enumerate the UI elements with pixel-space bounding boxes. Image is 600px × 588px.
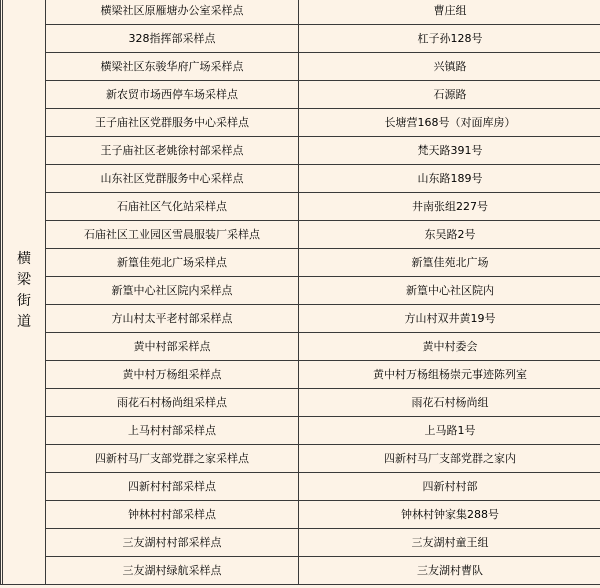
table-row — [1, 81, 600, 109]
sampling-site-cell: 横梁社区原雁塘办公室采样点 — [46, 0, 299, 25]
sampling-site-cell: 新篁中心社区院内采样点 — [46, 277, 299, 305]
table-row — [1, 137, 600, 165]
sampling-site-cell: 上马村村部采样点 — [46, 417, 299, 445]
address-cell: 杠子孙128号 — [299, 25, 600, 53]
sampling-site-cell: 山东社区党群服务中心采样点 — [46, 165, 299, 193]
sampling-site-cell: 新篁佳苑北广场采样点 — [46, 249, 299, 277]
table-row — [1, 109, 600, 137]
sampling-site-cell: 黄中村部采样点 — [46, 333, 299, 361]
table-row — [1, 445, 600, 473]
address-cell: 东吴路2号 — [299, 221, 600, 249]
sampling-site-cell: 王子庙社区党群服务中心采样点 — [46, 109, 299, 137]
sampling-site-cell: 新农贸市场西停车场采样点 — [46, 81, 299, 109]
table-row — [1, 25, 600, 53]
sampling-site-cell: 三友湖村村部采样点 — [46, 529, 299, 557]
sampling-site-cell: 王子庙社区老姚徐村部采样点 — [46, 137, 299, 165]
table-row — [1, 53, 600, 81]
table-row — [1, 0, 600, 25]
address-cell: 三友湖村童王组 — [299, 529, 600, 557]
address-cell: 梵天路391号 — [299, 137, 600, 165]
table-row — [1, 473, 600, 501]
table-row — [1, 193, 600, 221]
address-cell: 上马路1号 — [299, 417, 600, 445]
sampling-site-cell: 钟林村村部采样点 — [46, 501, 299, 529]
table-row — [1, 557, 600, 585]
street-name: 横梁街道 — [17, 250, 31, 330]
address-cell: 山东路189号 — [299, 165, 600, 193]
address-cell: 三友湖村曹队 — [299, 557, 600, 585]
address-cell: 黄中村委会 — [299, 333, 600, 361]
table-row — [1, 249, 600, 277]
address-cell: 雨花石村杨尚组 — [299, 389, 600, 417]
address-cell: 四新村马厂支部党群之家内 — [299, 445, 600, 473]
sampling-site-cell: 三友湖村绿航采样点 — [46, 557, 299, 585]
address-cell: 方山村双井黄19号 — [299, 305, 600, 333]
address-cell: 曹庄组 — [299, 0, 600, 25]
address-cell: 长塘营168号（对面库房） — [299, 109, 600, 137]
address-cell: 黄中村万杨组杨崇元事迹陈列室 — [299, 361, 600, 389]
address-cell: 兴镇路 — [299, 53, 600, 81]
address-cell: 新篁中心社区院内 — [299, 277, 600, 305]
address-cell: 井南张组227号 — [299, 193, 600, 221]
sampling-site-cell: 四新村村部采样点 — [46, 473, 299, 501]
table-row — [1, 361, 600, 389]
sampling-site-cell: 328指挥部采样点 — [46, 25, 299, 53]
table-row — [1, 389, 600, 417]
sampling-site-cell: 雨花石村杨尚组采样点 — [46, 389, 299, 417]
sampling-site-cell: 石庙社区气化站采样点 — [46, 193, 299, 221]
table-body — [1, 0, 600, 585]
table-row — [1, 333, 600, 361]
table-row — [1, 305, 600, 333]
table-row — [1, 277, 600, 305]
sampling-site-cell: 方山村太平老村部采样点 — [46, 305, 299, 333]
address-cell: 钟林村钟家集288号 — [299, 501, 600, 529]
sampling-site-cell: 石庙社区工业园区雪晨服装厂采样点 — [46, 221, 299, 249]
table-row — [1, 165, 600, 193]
address-cell: 新篁佳苑北广场 — [299, 249, 600, 277]
street-cell — [3, 0, 46, 585]
table-row — [1, 529, 600, 557]
sampling-site-cell: 横梁社区东骏华府广场采样点 — [46, 53, 299, 81]
table-row — [1, 221, 600, 249]
table-row — [1, 417, 600, 445]
sampling-site-cell: 四新村马厂支部党群之家采样点 — [46, 445, 299, 473]
sampling-site-cell: 黄中村万杨组采样点 — [46, 361, 299, 389]
table-row — [1, 501, 600, 529]
address-cell: 四新村村部 — [299, 473, 600, 501]
address-cell: 石源路 — [299, 81, 600, 109]
